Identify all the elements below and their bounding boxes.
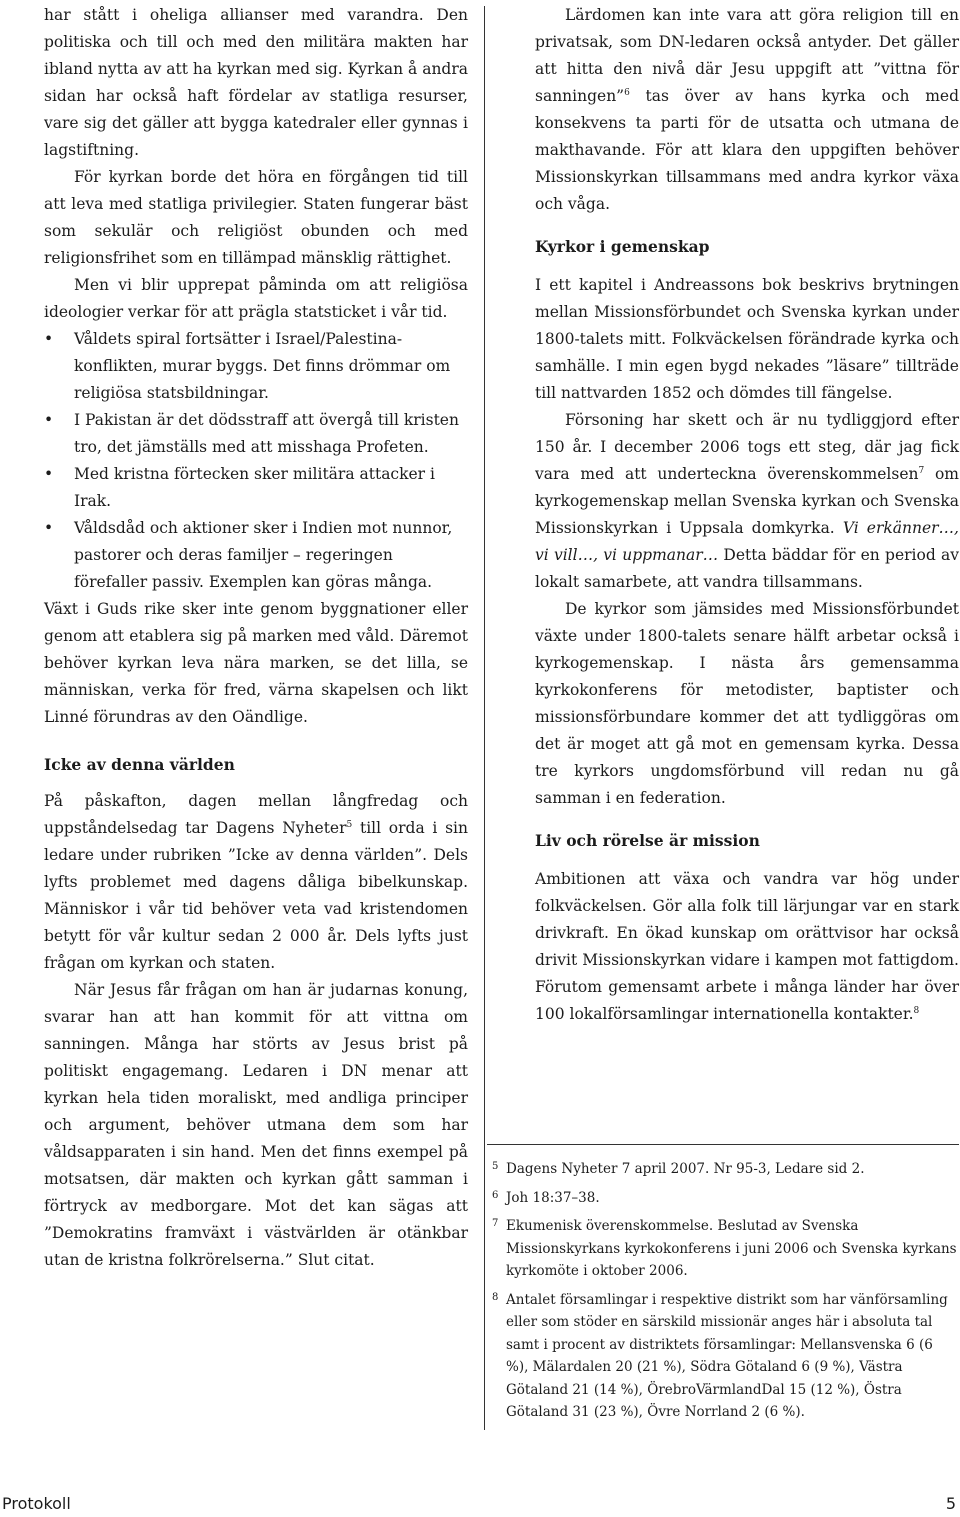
paragraph xyxy=(535,2,959,218)
paragraph-text: Detta bäddar för en period av lokalt samarbete, att vandra tillsammans. xyxy=(535,546,959,591)
paragraph-text: tas över av hans kyrka och med konsekvens ta parti för de utsatta och utmana de makthavande. För att klara den uppgiften behöver Missionskyrkan tillsammans med andra kyrkor växa och våga. xyxy=(535,87,959,213)
list-item: • Med kristna förtecken sker militära attacker i Irak. xyxy=(44,461,468,515)
section-heading: Liv och rörelse är mission xyxy=(535,831,760,850)
footnote xyxy=(492,1187,958,1210)
footnote-ref: 5 xyxy=(346,819,353,830)
paragraph-text: Försoning har skett och är nu tydliggjord efter 150 år. I december 2006 togs ett steg, där jag fick vara med att underteckna överenskommelsen xyxy=(535,411,959,483)
footnote-number: 5 xyxy=(492,1161,499,1172)
footnote xyxy=(492,1158,958,1181)
footnote xyxy=(492,1215,958,1283)
italic-quote: Vi erkänner…, vi vill…, vi uppmanar… xyxy=(535,519,959,564)
footnote-divider xyxy=(487,1144,959,1145)
paragraph-text: om kyrkogemenskap mellan Svenska kyrkan och Svenska Missionskyrkan i Uppsala domkyrka. xyxy=(535,465,959,537)
paragraph: Men vi blir upprepat påminda om att religiösa ideologier verkar för att prägla statsticket i vår tid. xyxy=(44,276,468,321)
left-column xyxy=(44,2,468,1274)
paragraph: har stått i oheliga allianser med varandra. Den politiska och till och med den militära makten har ibland nytta av att ha kyrkan med sig. Kyrkan å andra sidan har också haft fördelar av statliga resurser, vare sig det gäller att bygga katedraler eller gynnas i lagstiftning. xyxy=(44,6,468,159)
footnote-text: Ekumenisk överenskommelse. Beslutad av Svenska Missionskyrkans kyrkokonferens i juni 2006 och Svenska kyrkans kyrkomöte i oktober 2006. xyxy=(506,1218,957,1279)
list-item: • I Pakistan är det dödsstraff att övergå till kristen tro, det jämställs med att misshaga Profeten. xyxy=(44,407,468,461)
paragraph: De kyrkor som jämsides med Missionsförbundet växte under 1800-talets senare hälft arbetar också i kyrkogemenskap. I nästa års gemensamma kyrkokonferens för metodister, baptister och missionsförbundare kommer det att tydliggöras om det är moget att gå mot en gemensam kyrka. Dessa tre kyrkors ungdomsförbund vill redan nu gå samman i en federation. xyxy=(535,600,959,807)
page-footer xyxy=(0,1490,960,1515)
right-column xyxy=(535,2,959,1028)
footnote-number: 7 xyxy=(492,1218,499,1229)
list-item: • Våldets spiral fortsätter i Israel/Palestina-konflikten, murar byggs. Det finns drömmar om religiösa statsbildningar. xyxy=(44,326,468,407)
paragraph: I ett kapitel i Andreassons bok beskrivs brytningen mellan Missionsförbundet och Svenska kyrkan under 1800-talets mitt. Folkväckelsen förändrade kyrka och samhälle. I min egen bygd nekades ”läsare” tillträde till nattvarden 1852 och dömdes till fängelse. xyxy=(535,276,959,402)
paragraph: Växt i Guds rike sker inte genom byggnationer eller genom att etablera sig på marken med våld. Däremot behöver kyrkan leva nära marken, se det lilla, se människan, verka för fred, värna skapelsen och likt Linné förundras av den Oändlige. xyxy=(44,600,468,726)
paragraph: För kyrkan borde det höra en förgången tid till att leva med statliga privilegier. Staten fungerar bäst som sekulär och religiöst obunden och med religionsfrihet som en tillämpad mänsklig rättighet. xyxy=(44,168,468,267)
paragraph-text: Lärdomen kan inte vara att göra religion till en privatsak, som DN-ledaren också antyder. Det gäller att hitta den nivå där Jesu uppgift att ”vittna för sanningen” xyxy=(535,6,959,105)
footnote-text: Dagens Nyheter 7 april 2007. Nr 95-3, Ledare sid 2. xyxy=(506,1161,865,1177)
footnote-number: 6 xyxy=(492,1189,499,1201)
footnote-text: Joh 18:37–38. xyxy=(506,1189,600,1206)
footnotes xyxy=(492,1158,958,1430)
footnote-ref: 8 xyxy=(913,1005,920,1016)
publication-name: Protokoll xyxy=(2,1494,71,1513)
section-heading: Icke av denna världen xyxy=(44,755,235,774)
paragraph-text: Ambitionen att växa och vandra var hög under folkväckelsen. Gör alla folk till lärjungar var en stark drivkraft. En ökad kunskap om orättvisor har också drivit Missionskyrkan vidare i kampen mot fattigdom. Förutom gemensamt arbete i många länder har över 100 lokalförsamlingar internationella kontakter. xyxy=(535,870,959,1023)
page-number: 5 xyxy=(945,1494,956,1513)
footnote-number: 8 xyxy=(492,1291,499,1303)
footnote-ref: 7 xyxy=(918,465,925,476)
paragraph xyxy=(535,407,959,596)
section-heading: Kyrkor i gemenskap xyxy=(535,237,710,256)
bullet-list xyxy=(44,326,468,596)
paragraph-text: På påskafton, dagen mellan långfredag och uppståndelsedag tar Dagens Nyheter xyxy=(44,792,468,837)
paragraph: När Jesus får frågan om han är judarnas konung, svarar han att han kommit för att vittna om sanningen. Många har störts av Jesus brist på politiskt engagemang. Ledaren i DN menar att kyrkan hela tiden moraliskt, med andliga principer och argument, behöver utmana dem som har våldsapparaten i sin hand. Men det finns exempel på motsatsen, där makten och kyrkan gått samman i förtryck av medborgare. Mot det kan sägas att ”Demokratins framväxt i västvärlden är otänkbar utan de kristna folkrörelserna.” Slut citat. xyxy=(44,981,468,1269)
footnote xyxy=(492,1289,958,1424)
footnote-text: Antalet församlingar i respektive distrikt som har vänförsamling eller som stöder en särskild missionär anges här i absoluta tal samt i procent av distriktets församlingar: Mellansvenska 6 (6 %), Mälardalen 20 (21 %), Södra Götaland 6 (9 %), Västra Götaland 21 (14 %), ÖrebroVärmlandDal 15 (12 %), Östra Götaland 31 (23 %), Övre Norrland 2 (6 %). xyxy=(506,1291,948,1420)
paragraph xyxy=(44,788,468,977)
footnote-ref: 6 xyxy=(624,87,630,98)
list-item: • Våldsdåd och aktioner sker i Indien mot nunnor, pastorer och deras familjer – regeringen förefaller passiv. Exemplen kan göras många. xyxy=(44,515,468,596)
paragraph xyxy=(535,866,959,1028)
column-divider xyxy=(484,6,485,1430)
paragraph-text: till orda i sin ledare under rubriken ”Icke av denna världen”. Dels lyfts problemet med dagens dåliga bibelkunskap. Människor i vår tid behöver veta vad kristendomen betytt för vår kultur sedan 2 000 år. Dels lyfts just frågan om kyrkan och staten. xyxy=(44,819,468,972)
